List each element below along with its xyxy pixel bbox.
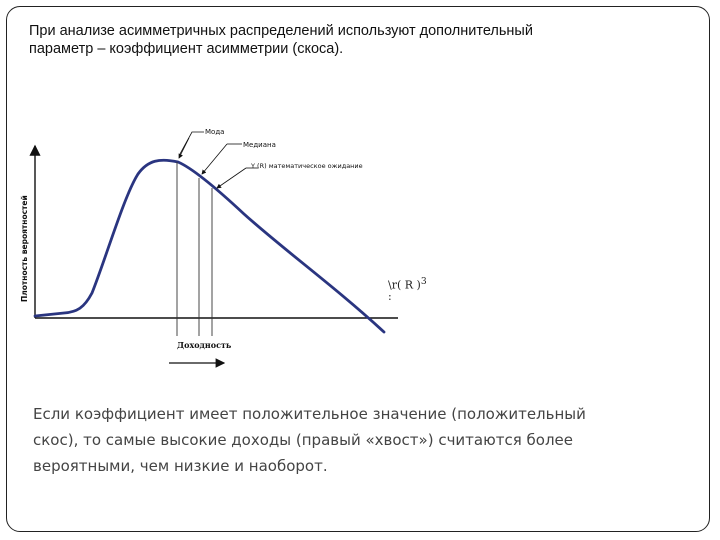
formula-main: \r( R ): [388, 278, 421, 292]
explanation-line-3: вероятными, чем низкие и наоборот.: [33, 457, 328, 475]
formula-tail: :: [388, 289, 392, 303]
explanation-line-1: Если коэффициент имеет положительное значение (положительный: [33, 405, 586, 423]
mode-label: Мода: [205, 128, 225, 136]
explanation-line-2: скос), то самые высокие доходы (правый «хвост») считаются более: [33, 431, 573, 449]
mode-callout-arrow: [179, 138, 189, 158]
y-axis-label: Плотность вероятностей: [20, 195, 29, 302]
median-callout-arrow: [202, 144, 227, 174]
slide-heading: [29, 22, 689, 58]
heading-line-1: При анализе асимметричных распределений используют дополнительный: [29, 23, 533, 39]
skewness-formula: [388, 276, 427, 303]
skewed-distribution-diagram: [14, 118, 434, 373]
formula-exponent: 3: [420, 276, 427, 287]
mode-callout: [180, 132, 204, 154]
heading-line-2: параметр – коэффициент асимметрии (скоса).: [29, 41, 344, 57]
mean-label: Y (R) математическое ожидание: [251, 162, 363, 170]
x-axis-label: Доходность: [177, 340, 232, 350]
explanation-text: [33, 401, 673, 479]
mean-callout-arrow: [217, 168, 246, 188]
distribution-curve: [35, 160, 384, 332]
median-label: Медиана: [243, 141, 276, 149]
